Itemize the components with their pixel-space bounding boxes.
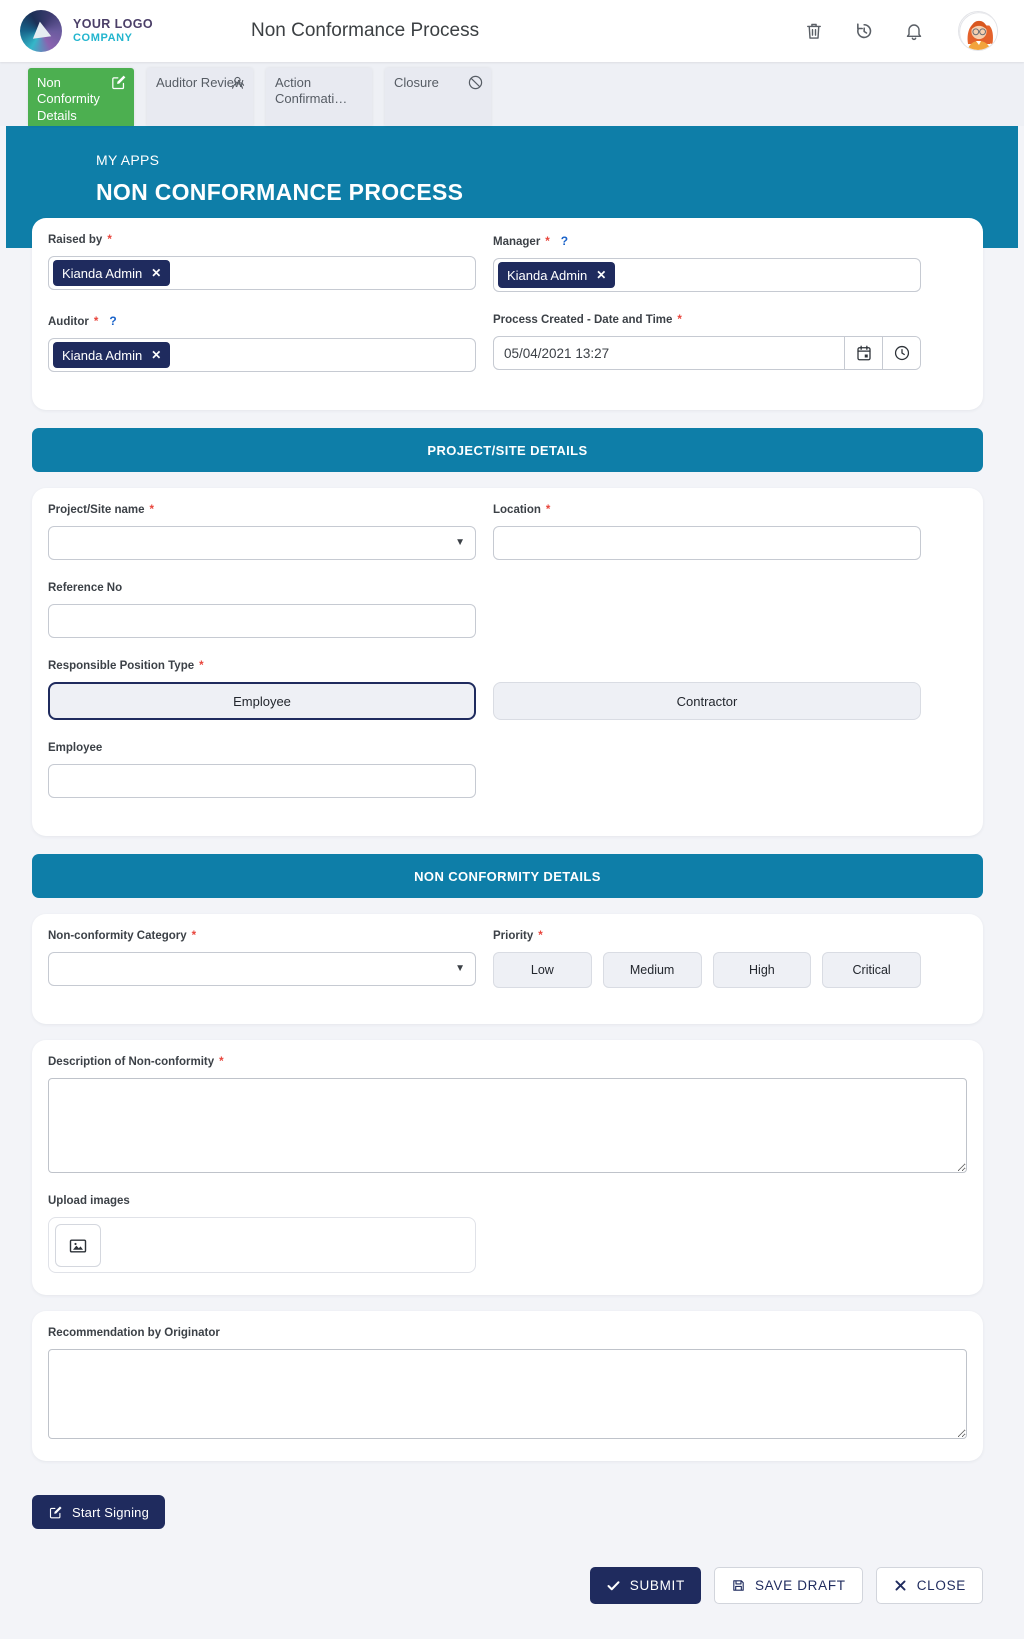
priority-critical-button[interactable]: Critical (822, 952, 921, 988)
company-logo (20, 10, 153, 52)
responsible-position-type-label: Responsible Position Type * (48, 660, 204, 672)
raised-by-field[interactable] (48, 256, 476, 290)
position-type-contractor-button[interactable]: Contractor (493, 682, 921, 720)
project-site-name-label: Project/Site name * (48, 504, 154, 516)
clock-icon (893, 344, 911, 362)
location-label: Location * (493, 504, 551, 516)
tab-non-conformity-details[interactable] (28, 68, 134, 126)
tab-action-confirmation[interactable] (266, 68, 372, 126)
ban-icon (467, 74, 484, 91)
project-site-name-select[interactable] (48, 526, 476, 560)
help-icon[interactable]: ? (560, 234, 569, 248)
chevron-down-icon: ▼ (455, 963, 465, 974)
non-conformity-category-select[interactable] (48, 952, 476, 986)
time-picker-button[interactable] (882, 337, 920, 369)
tab-label: Auditor Review (156, 75, 244, 90)
remove-chip-icon[interactable]: ✕ (151, 348, 162, 362)
process-created-value[interactable]: 05/04/2021 13:27 (504, 345, 610, 361)
check-icon (606, 1578, 621, 1593)
remove-chip-icon[interactable]: ✕ (596, 268, 607, 282)
close-button[interactable]: CLOSE (876, 1567, 983, 1604)
breadcrumb: MY APPS (96, 152, 160, 168)
manager-field[interactable] (493, 258, 921, 292)
tab-label: Action Confirmati… (275, 75, 348, 107)
upload-images-label: Upload images (48, 1195, 130, 1207)
employee-input[interactable] (48, 764, 476, 798)
required-marker: * (107, 234, 112, 246)
close-icon (893, 1578, 908, 1593)
required-marker: * (191, 930, 197, 942)
tab-closure[interactable] (385, 68, 491, 126)
logo-line2: COMPANY (73, 31, 133, 44)
priority-low-button[interactable]: Low (493, 952, 592, 988)
auditor-label: Auditor * ? (48, 314, 117, 328)
manager-chip: Kianda Admin ✕ (498, 262, 615, 288)
delete-icon[interactable] (804, 21, 824, 41)
reference-no-input[interactable] (48, 604, 476, 638)
required-marker: * (219, 1056, 224, 1068)
required-marker: * (538, 930, 543, 942)
notifications-bell-icon[interactable] (904, 21, 924, 41)
tab-label: Closure (394, 75, 439, 90)
required-marker: * (149, 504, 154, 516)
non-conformity-category-label: Non-conformity Category * (48, 930, 197, 942)
location-input[interactable] (493, 526, 921, 560)
calendar-picker-button[interactable] (844, 337, 882, 369)
person-icon (229, 74, 246, 91)
user-avatar[interactable] (958, 11, 998, 51)
auditor-chip: Kianda Admin ✕ (53, 342, 170, 368)
history-icon[interactable] (854, 21, 874, 41)
section-non-conformity-details: NON CONFORMITY DETAILS (32, 854, 983, 898)
image-icon (68, 1236, 88, 1256)
raised-by-label: Raised by * (48, 234, 112, 246)
page-title: Non Conformance Process (251, 20, 480, 41)
priority-medium-button[interactable]: Medium (603, 952, 702, 988)
description-textarea[interactable] (48, 1078, 967, 1173)
upload-images-dropzone[interactable] (48, 1217, 476, 1273)
required-marker: * (199, 660, 204, 672)
signature-edit-icon (48, 1505, 63, 1520)
recommendation-label: Recommendation by Originator (48, 1327, 220, 1339)
description-card (32, 1040, 983, 1295)
section-project-site-details: PROJECT/SITE DETAILS (32, 428, 983, 472)
start-signing-button[interactable]: Start Signing (32, 1495, 165, 1529)
logo-line1: YOUR LOGO (73, 17, 153, 32)
people-card (32, 218, 983, 410)
manager-label: Manager * ? (493, 234, 569, 248)
help-icon[interactable]: ? (109, 314, 117, 328)
chevron-down-icon: ▼ (455, 537, 465, 548)
process-steps-tabbar (0, 62, 1024, 126)
recommendation-textarea[interactable] (48, 1349, 967, 1439)
app-header (0, 0, 1024, 62)
hero-title: NON CONFORMANCE PROCESS (96, 179, 464, 205)
calendar-icon (855, 344, 873, 362)
employee-label: Employee (48, 742, 103, 754)
recommendation-card (32, 1311, 983, 1461)
raised-by-chip: Kianda Admin ✕ (53, 260, 170, 286)
required-marker: * (545, 236, 550, 248)
logo-icon (20, 10, 62, 52)
tab-auditor-review[interactable] (147, 68, 253, 126)
position-type-employee-button[interactable]: Employee (48, 682, 476, 720)
submit-button[interactable]: SUBMIT (590, 1567, 701, 1604)
save-draft-button[interactable]: SAVE DRAFT (714, 1567, 863, 1604)
save-icon (731, 1578, 746, 1593)
description-label: Description of Non-conformity * (48, 1056, 224, 1068)
category-priority-card (32, 914, 983, 1024)
required-marker: * (545, 504, 551, 516)
required-marker: * (677, 314, 682, 326)
edit-icon (110, 74, 127, 91)
reference-no-label: Reference No (48, 582, 123, 594)
priority-label: Priority * (493, 930, 543, 942)
tab-label: Non Conformity Details (37, 75, 100, 123)
add-image-button[interactable] (55, 1224, 101, 1267)
project-site-card (32, 488, 983, 836)
required-marker: * (93, 316, 99, 328)
process-created-field (493, 336, 921, 370)
form-actions (32, 1567, 983, 1630)
priority-high-button[interactable]: High (713, 952, 812, 988)
auditor-field[interactable] (48, 338, 476, 372)
remove-chip-icon[interactable]: ✕ (151, 266, 162, 280)
process-created-label: Process Created - Date and Time * (493, 314, 682, 326)
